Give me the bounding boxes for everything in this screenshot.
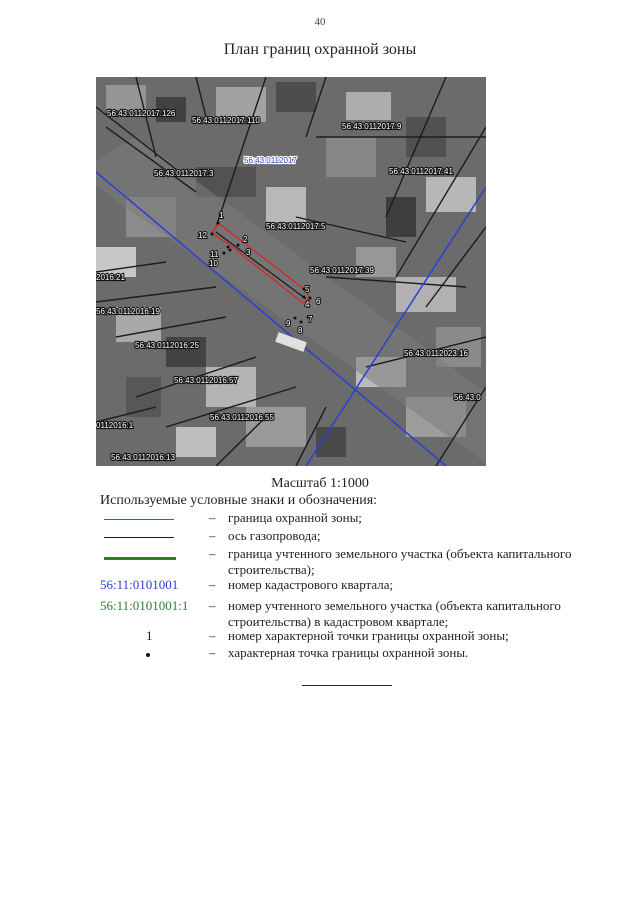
page-number: 40 xyxy=(314,16,326,28)
quarter-code-sample: 56:11:0101001 xyxy=(100,577,179,592)
point-number: 12 xyxy=(198,231,207,240)
legend-desc: граница учтенного земельного участка (объекта капитального строительства); xyxy=(228,546,572,577)
parcel-border-symbol xyxy=(104,557,176,560)
parcel-label: 56:43:0112017:9 xyxy=(342,122,402,131)
point-number: 7 xyxy=(308,315,313,324)
legend-desc: номер кадастрового квартала; xyxy=(228,577,394,592)
parcel-label: 56:43:0112016:13 xyxy=(111,453,175,462)
parcel-code-sample: 56:11:0101001:1 xyxy=(100,598,189,613)
parcel-label: 56:43:0112016:57 xyxy=(174,376,238,385)
zone-line-symbol xyxy=(104,519,174,520)
point-number: 5 xyxy=(305,285,310,294)
legend-dash: – xyxy=(209,510,216,525)
legend-dash: – xyxy=(209,628,216,643)
parcel-label: 56:43:0112023:16 xyxy=(404,349,468,358)
parcel-label: 56:43:0112017:41 xyxy=(389,167,453,176)
legend-title: Используемые условные знаки и обозначения: xyxy=(100,493,378,508)
parcel-label: 0112016:1 xyxy=(96,421,134,430)
point-number: 8 xyxy=(298,326,303,335)
legend-dash: – xyxy=(209,598,216,613)
point-number: 9 xyxy=(286,319,291,328)
legend-desc: граница охранной зоны; xyxy=(228,510,362,525)
point-number: 1 xyxy=(219,211,224,220)
parcel-label: 56:43:0112017:5 xyxy=(266,222,326,231)
parcel-label: 56:43:0112017:39 xyxy=(310,266,374,275)
point-dot-symbol xyxy=(146,653,150,657)
point-number-sample: 1 xyxy=(146,628,153,643)
legend-desc: ось газопровода; xyxy=(228,528,321,543)
gas-axis-symbol xyxy=(104,537,174,538)
parcel-label: 56:43:0112017:126 xyxy=(107,109,176,118)
parcel-label: 2016:21 xyxy=(96,273,125,282)
legend-dash: – xyxy=(209,645,216,660)
parcel-label: 56:43:0112016:19 xyxy=(96,307,160,316)
parcel-label: 56:43:0112017:3 xyxy=(154,169,214,178)
point-number: 6 xyxy=(316,297,321,306)
parcel-label: 56:43:0 xyxy=(454,393,481,402)
legend-dash: – xyxy=(209,528,216,543)
closing-rule xyxy=(302,685,392,686)
point-number: 4 xyxy=(305,300,310,309)
parcel-label: 56:43:0112016:55 xyxy=(210,413,274,422)
map-scale: Масштаб 1:1000 xyxy=(271,476,369,491)
legend-desc: номер учтенного земельного участка (объекта капитального строительства) в кадастровом квартале; xyxy=(228,598,561,629)
point-number: 3 xyxy=(246,248,251,257)
document-title: План границ охранной зоны xyxy=(223,41,417,58)
aerial-map xyxy=(96,77,486,466)
point-number: 10 xyxy=(209,259,218,268)
point-number: 2 xyxy=(243,235,248,244)
quarter-label: 56:43:0112017 xyxy=(244,156,297,165)
legend-dash: – xyxy=(209,577,216,592)
parcel-label: 56:43:0112017:110 xyxy=(192,116,260,125)
legend-desc: номер характерной точки границы охранной зоны; xyxy=(228,628,509,643)
zone-map xyxy=(96,77,486,466)
parcel-label: 56:43:0112016:25 xyxy=(135,341,199,350)
legend-dash: – xyxy=(209,546,216,561)
point-number: 11 xyxy=(210,250,219,259)
legend-desc: характерная точка границы охранной зоны. xyxy=(228,645,469,660)
